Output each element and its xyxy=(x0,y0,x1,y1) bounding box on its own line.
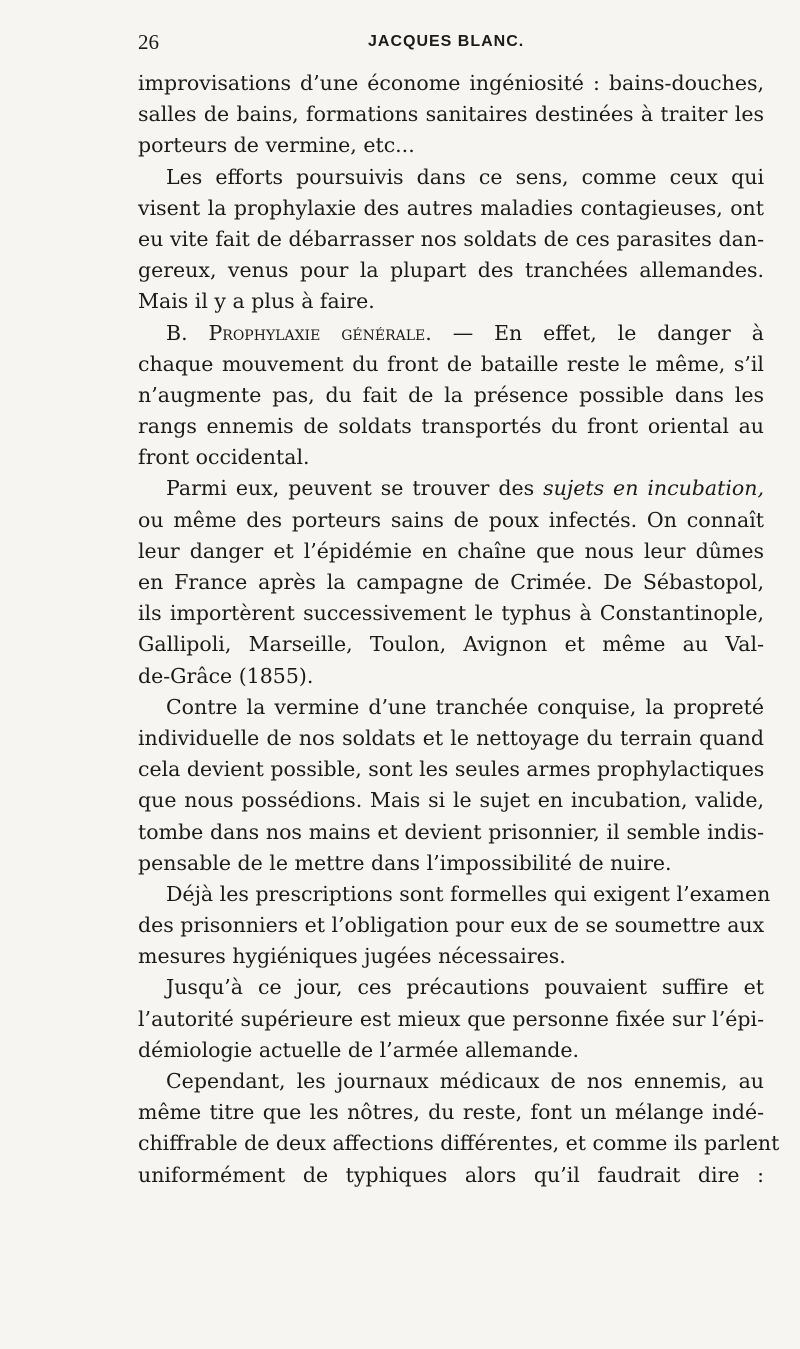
running-head: JACQUES BLANC. xyxy=(368,33,525,50)
text-line: Gallipoli, Marseille, Toulon, Avignon et même au Val- xyxy=(138,632,764,657)
section-heading-line xyxy=(138,318,764,349)
italic-fragment: sujets en incubation, xyxy=(543,476,764,501)
page-number: 26 xyxy=(138,30,159,54)
text-line: salles de bains, formations sanitaires destinées à traiter les xyxy=(138,102,764,127)
text-line: que nous possédions. Mais si le sujet en incubation, valide, xyxy=(138,788,764,813)
text-line: de-Grâce (1855). xyxy=(138,663,314,688)
text-line: gereux, venus pour la plupart des tranchées allemandes. xyxy=(138,258,764,283)
text-line: Jusqu’à ce jour, ces précautions pouvaient suffire et xyxy=(166,975,764,1000)
text-line: front occidental. xyxy=(138,445,310,470)
text-line: Les efforts poursuivis dans ce sens, comme ceux qui xyxy=(166,164,764,189)
text-line: ils importèrent successivement le typhus à Constantinople, xyxy=(138,601,764,626)
text-line: Mais il y a plus à faire. xyxy=(138,289,375,314)
text-line: improvisations d’une économe ingéniosité : bains-douches, xyxy=(138,71,764,95)
text-line: n’augmente pas, du fait de la présence possible dans les xyxy=(138,382,764,407)
text-line: mesures hygiéniques jugées nécessaires. xyxy=(138,944,566,969)
text-line: tombe dans nos mains et devient prisonnier, il semble indis- xyxy=(138,819,764,844)
text-line: porteurs de vermine, etc... xyxy=(138,133,415,158)
text-line: pensable de le mettre dans l’impossibilité de nuire. xyxy=(138,850,672,875)
text-line: Cependant, les journaux médicaux de nos ennemis, au xyxy=(166,1069,764,1093)
text-fragment: — En effet, le danger à xyxy=(452,320,764,345)
body-text xyxy=(138,68,780,1191)
text-line: chiffrable de deux affections différentes, et comme ils parlent xyxy=(138,1131,780,1156)
text-line: Déjà les prescriptions sont formelles qui exigent l’examen xyxy=(166,881,771,906)
text-line: Contre la vermine d’une tranchée conquise, la propreté xyxy=(166,694,764,719)
text-line: démiologie actuelle de l’armée allemande. xyxy=(138,1037,580,1062)
section-title: Prophylaxie générale. xyxy=(208,320,432,345)
text-line: chaque mouvement du front de bataille reste le même, s’il xyxy=(138,351,764,376)
text-line: leur danger et l’épidémie en chaîne que nous leur dûmes xyxy=(138,538,764,563)
text-line-with-italic xyxy=(138,473,764,504)
text-line: ou même des porteurs sains de poux infectés. On connaît xyxy=(138,507,764,532)
text-line: rangs ennemis de soldats transportés du front oriental au xyxy=(138,414,764,439)
text-line: uniformément de typhiques alors qu’il faudrait dire : xyxy=(138,1162,764,1187)
text-line: cela devient possible, sont les seules armes prophylactiques xyxy=(138,757,765,782)
section-letter: B. xyxy=(166,320,188,345)
text-fragment: Parmi eux, peuvent se trouver des xyxy=(166,476,535,501)
text-line: individuelle de nos soldats et le nettoyage du terrain quand xyxy=(138,725,764,750)
page-header xyxy=(138,30,760,60)
text-line: des prisonniers et l’obligation pour eux de se soumettre aux xyxy=(138,913,765,938)
text-line: même titre que les nôtres, du reste, font un mélange indé- xyxy=(138,1100,764,1125)
text-line: l’autorité supérieure est mieux que personne fixée sur l’épi- xyxy=(138,1006,764,1031)
text-line: visent la prophylaxie des autres maladies contagieuses, ont xyxy=(138,195,764,220)
text-line: en France après la campagne de Crimée. De Sébastopol, xyxy=(138,570,764,594)
text-line: eu vite fait de débarrasser nos soldats de ces parasites dan- xyxy=(138,226,764,251)
